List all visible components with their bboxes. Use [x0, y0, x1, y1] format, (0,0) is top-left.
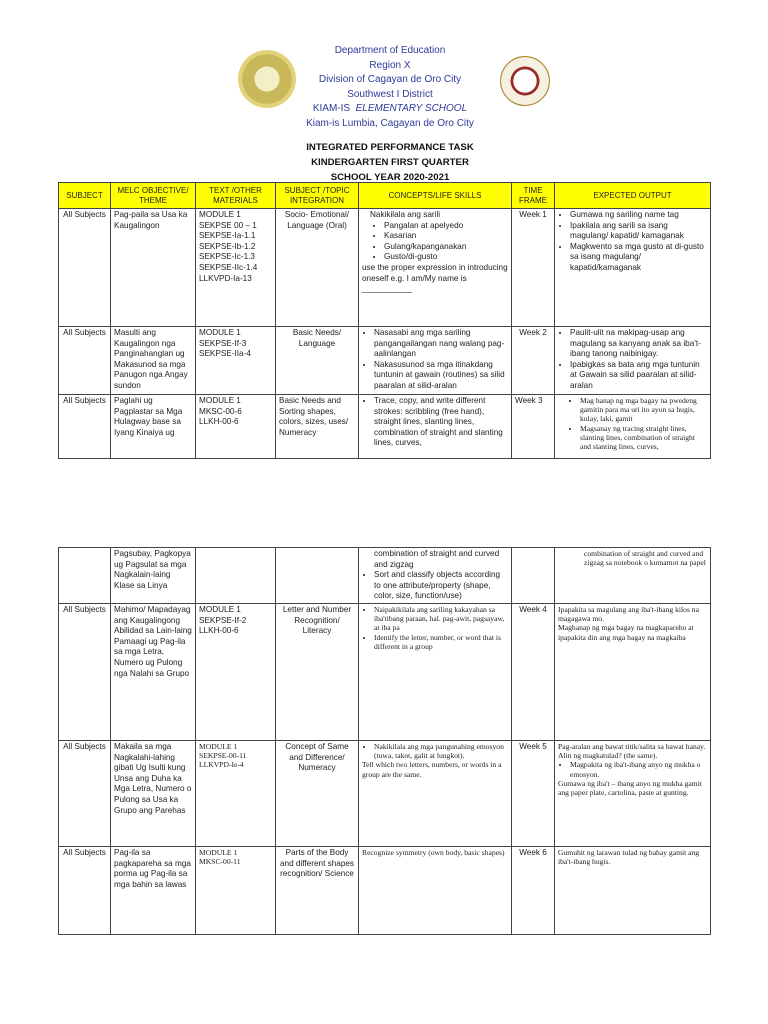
- col-header: MELC OBJECTIVE/ THEME: [111, 183, 196, 209]
- concepts-cell: [359, 604, 512, 741]
- materials-cell: MODULE 1 MKSC-00-6 LLKH-00-6: [196, 395, 276, 459]
- table-row: [59, 548, 711, 604]
- integration-cell: Basic Needs/ Language: [276, 327, 359, 395]
- school-address: Kiam-is Lumbia, Cagayan de Oro City: [306, 117, 474, 129]
- concepts-cell: [359, 395, 512, 459]
- concepts-cell: [359, 327, 512, 395]
- time-cell: Week 4: [512, 604, 555, 741]
- time-cell: Week 1: [512, 209, 555, 327]
- list-item: • Nakikilala ang mga pangunahing emosyon (tuwa, takot, galit at lungkot).: [374, 742, 508, 760]
- integration-cell: Parts of the Body and different shapes recognition/ Science: [276, 847, 359, 935]
- concepts-cell: Nakikilala ang sarili • Pangalan at apelyedo • Kasarian • Gulang/kapanganakan • Gusto/di-gusto use the proper expression in introducing oneself e.g. I am/My name is ___________: [359, 209, 512, 327]
- melc-cell: Paglahi ug Pagplastar sa Mga Hulagway base sa Iyang Kinaiya ug: [111, 395, 196, 459]
- table-row: [59, 395, 711, 459]
- integration-cell: Concept of Same and Difference/ Numeracy: [276, 741, 359, 847]
- table-row: [59, 209, 711, 327]
- subject-cell: [59, 548, 111, 604]
- list-item: • Naipakikilala ang sariling kakayahan sa iba'tibang paraan, hal. pag-awit, pagsayaw, at iba pa: [374, 605, 508, 633]
- list-item: • Nasasabi ang mga sariling pangangailangan nang walang pag-aalinlangan: [374, 328, 508, 360]
- time-cell: Week 6: [512, 847, 555, 935]
- melc-cell: Pag-paila sa Usa ka Kaugalingon: [111, 209, 196, 327]
- list-item: • Identify the letter, number, or word that is different in a group: [374, 633, 508, 651]
- time-cell: Week 3: [512, 395, 555, 459]
- integration-cell: Socio- Emotional/ Language (Oral): [276, 209, 359, 327]
- list-item: • Gulang/kapanganakan: [384, 242, 508, 253]
- col-header: TIME FRAME: [512, 183, 555, 209]
- melc-cell: Pag-ila sa pagkapareha sa mga porma ug Pag-ila sa mga bahin sa lawas: [111, 847, 196, 935]
- list-item: • Ipakilala ang sarili sa isang magulang/ kapatid/ kamaganak: [570, 221, 707, 242]
- melc-cell: Mahimo/ Mapadayag ang Kaugalingong Abilidad sa Lain-laing Pamaagi ug Pag-ila sa mga Letra, Numero ug Pulong nga Nalahi sa Grupo: [111, 604, 196, 741]
- header-line: Region X: [369, 59, 411, 71]
- subject-cell: All Subjects: [59, 327, 111, 395]
- output-cell: Gumuhit ng larawan tulad ng bahay gamit ang iba't-ibang hugis.: [555, 847, 711, 935]
- melc-cell: Makaila sa mga Nagkalahi-lahing gibati Ug Isulti kung Unsa ang Duha ka Mga Letra, Numero o Pulong sa Usa ka Grupo ang Parehas: [111, 741, 196, 847]
- materials-cell: [196, 548, 276, 604]
- materials-cell: MODULE 1 SEKPSE-If-2 LLKH-00-6: [196, 604, 276, 741]
- output-cell: Ipapakita sa magulang ang iba't-ibang kilos na magagawa mo. Maghanap ng mga bagay na magkapareho at ipapakita din ang mga bagay na magkaiba: [555, 604, 711, 741]
- list-item: • Gumawa ng sariling name tag: [570, 210, 707, 221]
- integration-cell: [276, 548, 359, 604]
- materials-cell: MODULE 1 SEKPSE-If-3 SEKPSE-IIa-4: [196, 327, 276, 395]
- concepts-cell: Recognize symmetry (own body, basic shapes): [359, 847, 512, 935]
- melc-cell: Masulti ang Kaugalingon nga Panginahanglan ug Makasunod sa mga Panugon nga Angay sundon: [111, 327, 196, 395]
- output-cell: combination of straight and curved and zigzag sa notebook o kumamot na papel: [555, 548, 711, 604]
- table-row: [59, 741, 711, 847]
- subject-cell: All Subjects: [59, 741, 111, 847]
- materials-cell: MODULE 1 SEKPSE 00 – 1 SEKPSE-Ia-1.1 SEKPSE-Ib-1.2 SEKPSE-Ic-1.3 SEKPSE-IIc-1.4 LLKVPD-Ia-13: [196, 209, 276, 327]
- table-row: [59, 327, 711, 395]
- time-cell: Week 5: [512, 741, 555, 847]
- header-line: Division of Cagayan de Oro City: [318, 74, 462, 85]
- list-item: • Gusto/di-gusto: [384, 252, 508, 263]
- subject-cell: All Subjects: [59, 604, 111, 741]
- col-header: EXPECTED OUTPUT: [555, 183, 711, 209]
- list-item: • Pangalan at apelyedo: [384, 221, 508, 232]
- list-item: • Ipabigkas sa bata ang mga tuntunin at Gawain sa silid paaralan at silid-aralan: [570, 360, 707, 392]
- integration-cell: Letter and Number Recognition/ Literacy: [276, 604, 359, 741]
- subject-cell: All Subjects: [59, 209, 111, 327]
- col-header: SUBJECT /TOPIC INTEGRATION: [276, 183, 359, 209]
- output-cell: [555, 395, 711, 459]
- time-cell: Week 2: [512, 327, 555, 395]
- performance-task-table-continued: [58, 547, 711, 935]
- time-cell: [512, 548, 555, 604]
- list-item: • Magkwento sa mga gusto at di-gusto sa isang magulang/ kapatid/kamaganak: [570, 242, 707, 274]
- melc-cell: Pagsubay, Pagkopya ug Pagsulat sa mga Nagkalain-laing Klase sa Linya: [111, 548, 196, 604]
- header-line: Southwest I District: [347, 88, 433, 100]
- letterhead: [270, 44, 510, 131]
- subject-cell: All Subjects: [59, 395, 111, 459]
- concepts-cell: combination of straight and curved and zigzag • Sort and classify objects according to one attribute/property (shape, color, size, function/use): [359, 548, 512, 604]
- col-header: TEXT /OTHER MATERIALS: [196, 183, 276, 209]
- materials-cell: MODULE 1 MKSC-00-11: [196, 847, 276, 935]
- materials-cell: MODULE 1 SEKPSE-00-11 LLKVPD-Ie-4: [196, 741, 276, 847]
- output-cell: [555, 327, 711, 395]
- performance-task-table: [58, 182, 711, 459]
- list-item: • Magpakita ng iba't-ibang anyo ng mukha o emosyon.: [570, 760, 707, 778]
- list-item: • Paulit-ulit na makipag-usap ang magulang sa kanyang anak sa iba't-ibang tanong naibinigay.: [570, 328, 707, 360]
- header-line: Department of Education: [334, 45, 446, 56]
- list-item: • Nakasusunod sa mga itinakdang tuntunin at gawain (routines) sa silid paaralan at silid-aralan: [374, 360, 508, 392]
- list-item: • Sort and classify objects according to one attribute/property (shape, color, size, function/use): [374, 570, 508, 602]
- output-cell: Pag-aralan ang bawat titik/salita sa bawat hanay. Alin ng magkatulad? (the same). • Magpakita ng iba't-ibang anyo ng mukha o emosyon. Gumawa ng iba't – ibang anyo ng mukha gamit ang paper plate, cartolina, paste at gunting.: [555, 741, 711, 847]
- school-name: KIAM-IS ELEMENTARY SCHOOL: [312, 103, 468, 114]
- table-row: [59, 847, 711, 935]
- output-cell: [555, 209, 711, 327]
- col-header: SUBJECT: [59, 183, 111, 209]
- list-item: • Trace, copy, and write different strokes: scribbling (free hand), straight lines, slanting lines, combination of straight and slanting lines, curves,: [374, 396, 508, 449]
- concepts-cell: • Nakikilala ang mga pangunahing emosyon (tuwa, takot, galit at lungkot). Tell which two letters, numbers, or words in a group are the same.: [359, 741, 512, 847]
- table-row: [59, 604, 711, 741]
- list-item: • Magsanay ng tracing straight lines, slanting lines, combination of straight and slanting lines, curves,: [580, 424, 707, 452]
- integration-cell: Basic Needs and Sorting shapes, colors, sizes, uses/ Numeracy: [276, 395, 359, 459]
- list-item: • Kasarian: [384, 231, 508, 242]
- list-item: • Mag hanap ng mga bagay na pwedeng gamitin para ma uri ito ayon sa hugis, kulay, laki, gamit: [580, 396, 707, 424]
- col-header: CONCEPTS/LIFE SKILLS: [359, 183, 512, 209]
- table-header-row: [59, 183, 711, 209]
- subject-cell: All Subjects: [59, 847, 111, 935]
- document-title: INTEGRATED PERFORMANCE TASK KINDERGARTEN FIRST QUARTER SCHOOL YEAR 2020-2021: [306, 142, 474, 183]
